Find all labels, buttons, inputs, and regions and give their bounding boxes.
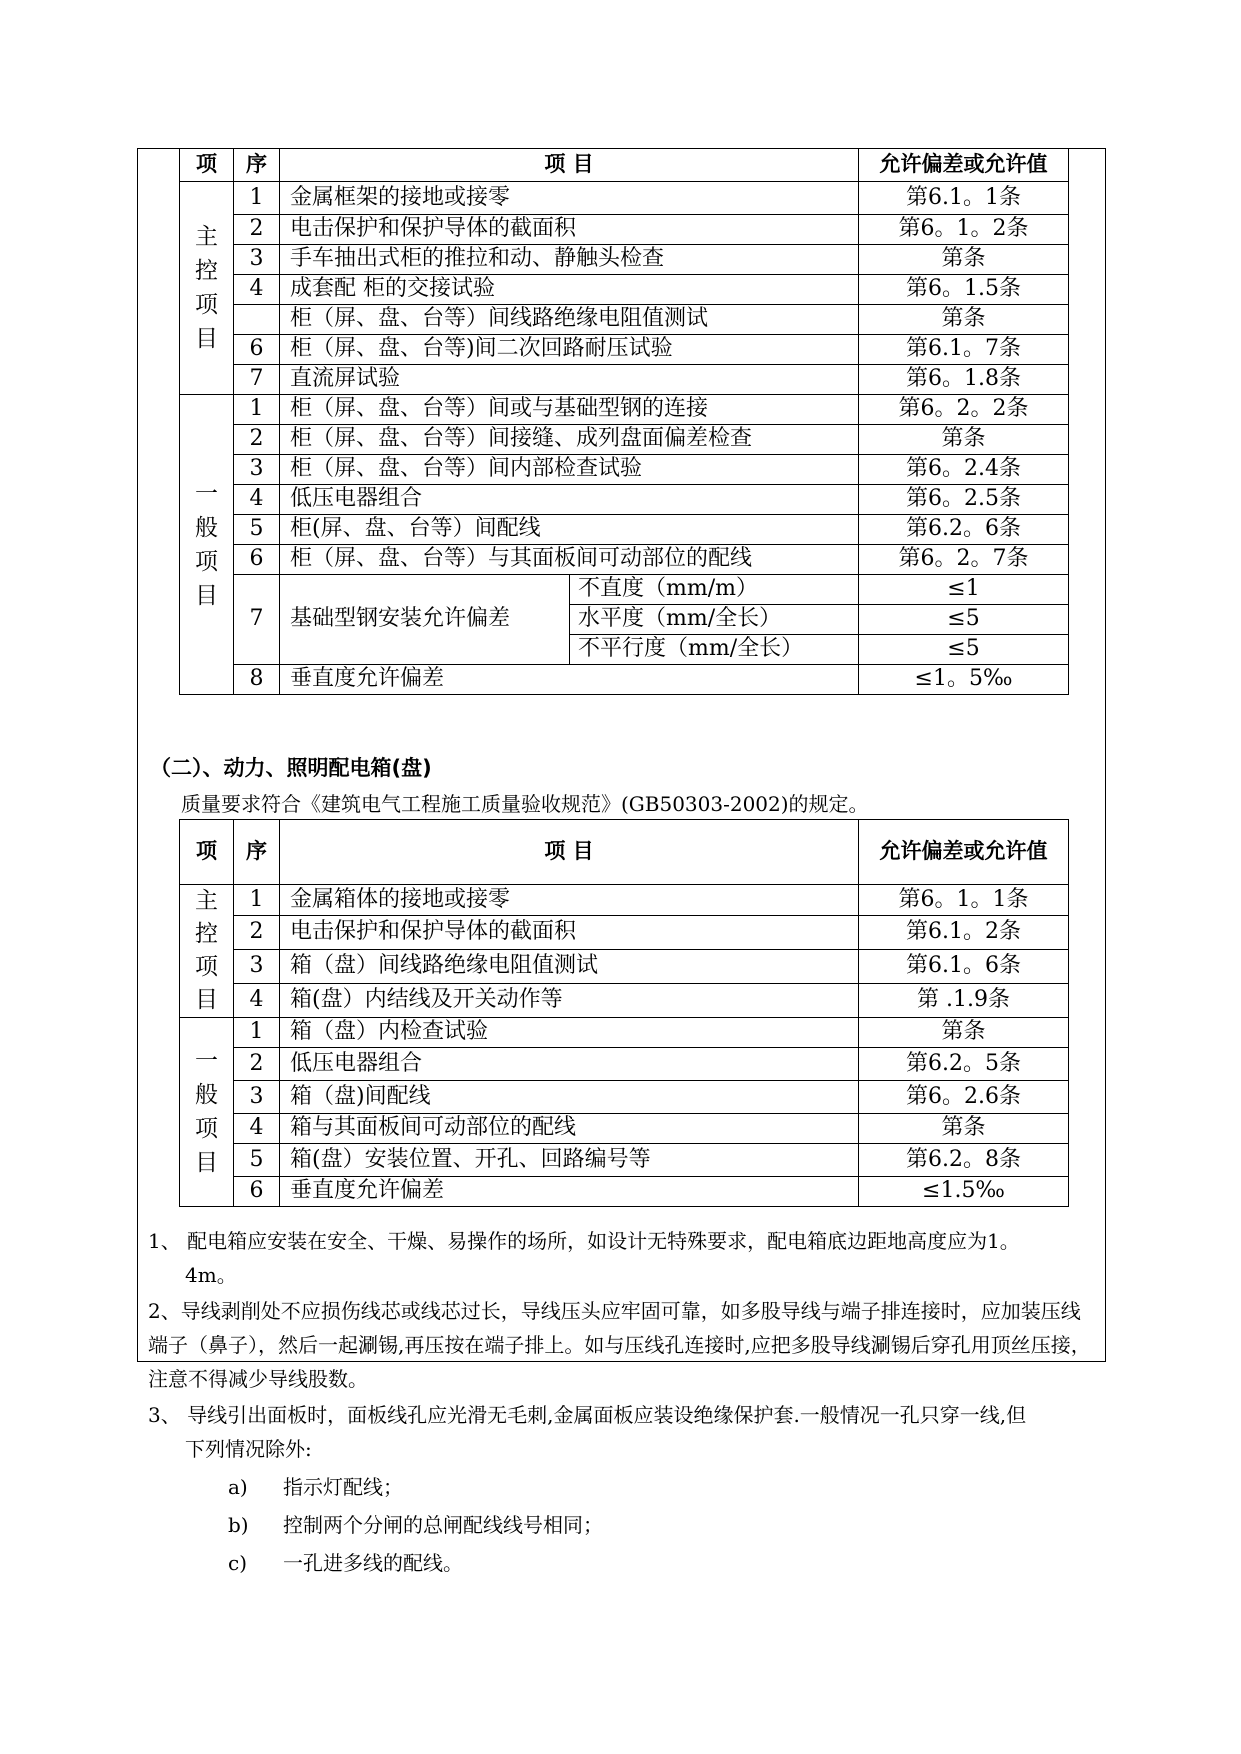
table-row <box>180 182 1069 215</box>
row-number: 6 <box>234 545 280 575</box>
row-value: 第6.2。5条 <box>859 1048 1069 1081</box>
table-row <box>180 1048 1069 1081</box>
row-value: 第6.2。8条 <box>859 1144 1069 1177</box>
row-item: 低压电器组合 <box>280 1048 859 1081</box>
row-value: ≤5 <box>859 635 1069 665</box>
row-number: 7 <box>234 365 280 395</box>
row-value: 第6.1。6条 <box>859 949 1069 983</box>
switchgear-quality-table <box>179 148 1069 695</box>
row-number: 1 <box>234 1018 280 1048</box>
row-item: 柜（屏、盘、台等）间内部检查试验 <box>280 455 859 485</box>
row-value: ≤5 <box>859 605 1069 635</box>
table-row <box>180 245 1069 275</box>
row-item: 柜（屏、盘、台等）间或与基础型钢的连接 <box>280 395 859 425</box>
row-value: 第6.1。1条 <box>859 182 1069 215</box>
row-value: 第6。1.8条 <box>859 365 1069 395</box>
row-item: 箱(盘）内结线及开关动作等 <box>280 983 859 1017</box>
row-item: 低压电器组合 <box>280 485 859 515</box>
general-items-label: 一般项目 <box>180 395 234 695</box>
row-number: 5 <box>234 515 280 545</box>
header-seq: 序 <box>234 149 280 182</box>
row-value: ≤1 <box>859 575 1069 605</box>
row-item: 直流屏试验 <box>280 365 859 395</box>
row-value: 第6.1。2条 <box>859 915 1069 949</box>
row-item: 手车抽出式柜的推拉和动、静触头检查 <box>280 245 859 275</box>
row-value: 第6。2.5条 <box>859 485 1069 515</box>
row-item: 垂直度允许偏差 <box>280 1177 859 1207</box>
row-value: 第条 <box>859 245 1069 275</box>
row-item: 箱与其面板间可动部位的配线 <box>280 1114 859 1144</box>
table-row <box>180 949 1069 983</box>
exception-label: a) <box>228 1475 248 1499</box>
row-item: 柜（屏、盘、台等）与其面板间可动部位的配线 <box>280 545 859 575</box>
exception-label: b) <box>228 1513 249 1537</box>
row-item: 金属框架的接地或接零 <box>280 182 859 215</box>
header-category: 项 <box>180 149 234 182</box>
row-subitem: 不平行度（mm/全长） <box>570 635 859 665</box>
note-3-continuation: 下列情况除外: <box>185 1437 312 1461</box>
row-item: 箱(盘）安装位置、开孔、回路编号等 <box>280 1144 859 1177</box>
row-number: 6 <box>234 335 280 365</box>
row-value: 第条 <box>859 1114 1069 1144</box>
general-items-label: 一般项目 <box>180 1018 234 1207</box>
table-row <box>180 885 1069 916</box>
row-value: 第条 <box>859 1018 1069 1048</box>
table-header-row <box>180 820 1069 885</box>
row-number: 3 <box>234 245 280 275</box>
header-category: 项 <box>180 820 234 885</box>
row-subitem: 不直度（mm/m） <box>570 575 859 605</box>
main-control-label: 主控项目 <box>180 182 234 395</box>
row-item: 成套配 柜的交接试验 <box>280 275 859 305</box>
table-row <box>180 515 1069 545</box>
row-number: 6 <box>234 1177 280 1207</box>
row-item: 柜（屏、盘、台等）间接缝、成列盘面偏差检查 <box>280 425 859 455</box>
note-2: 2、导线剥削处不应损伤线芯或线芯过长，导线压头应牢固可靠，如多股导线与端子排连接时，应加装压线端子（鼻子），然后一起涮锡,再压按在端子排上。如与压线孔连接时,应把多股导线涮锡后穿孔用顶丝压接，注意不得减少导线股数。 <box>148 1299 1091 1391</box>
row-value: 第6。2。2条 <box>859 395 1069 425</box>
note-3 <box>148 1398 1098 1466</box>
row-number: 2 <box>234 1048 280 1081</box>
section-description: 质量要求符合《建筑电气工程施工质量验收规范》(GB50303-2002)的规定。 <box>181 792 869 816</box>
table-row <box>180 425 1069 455</box>
table-row <box>180 305 1069 335</box>
exception-text: 控制两个分闸的总闸配线线号相同； <box>283 1513 603 1537</box>
row-number <box>234 305 280 335</box>
table-row <box>180 1114 1069 1144</box>
exception-text: 指示灯配线； <box>283 1475 403 1499</box>
row-subitem: 水平度（mm/全长） <box>570 605 859 635</box>
row-number: 3 <box>234 1081 280 1114</box>
table-row <box>180 1177 1069 1207</box>
main-control-label: 主控项目 <box>180 885 234 1018</box>
row-item: 垂直度允许偏差 <box>280 665 859 695</box>
row-item: 电击保护和保护导体的截面积 <box>280 215 859 245</box>
note-3-text: 3、 导线引出面板时，面板线孔应光滑无毛刺,金属面板应装设绝缘保护套.一般情况一孔只穿一线,但 <box>148 1403 1027 1427</box>
row-item: 箱（盘）间线路绝缘电阻值测试 <box>280 949 859 983</box>
table-row <box>180 1081 1069 1114</box>
row-value: 第 .1.9条 <box>859 983 1069 1017</box>
exception-item-c <box>148 1546 1098 1580</box>
exception-label: c) <box>228 1551 248 1575</box>
table-row <box>180 275 1069 305</box>
exception-text: 一孔进多线的配线。 <box>283 1551 463 1575</box>
table-row <box>180 1144 1069 1177</box>
row-number: 3 <box>234 949 280 983</box>
header-seq: 序 <box>234 820 280 885</box>
header-item: 项 目 <box>280 149 859 182</box>
row-value: 第6。2.6条 <box>859 1081 1069 1114</box>
table-row <box>180 983 1069 1017</box>
row-value: 第条 <box>859 425 1069 455</box>
row-item: 金属箱体的接地或接零 <box>280 885 859 916</box>
row-number: 5 <box>234 1144 280 1177</box>
row-item: 柜（屏、盘、台等）间线路绝缘电阻值测试 <box>280 305 859 335</box>
exception-item-b <box>148 1508 1098 1542</box>
table-row <box>180 575 1069 605</box>
row-number: 7 <box>234 575 280 665</box>
row-value: 第6.2。6条 <box>859 515 1069 545</box>
row-value: 第6.1。7条 <box>859 335 1069 365</box>
table-row <box>180 215 1069 245</box>
note-1-continuation: 4m。 <box>185 1263 237 1287</box>
header-allowance: 允许偏差或允许值 <box>859 149 1069 182</box>
notes-section <box>148 1224 1098 1580</box>
row-value: 第6。1.5条 <box>859 275 1069 305</box>
table-row <box>180 545 1069 575</box>
table-row <box>180 395 1069 425</box>
row-item: 柜(屏、盘、台等）间配线 <box>280 515 859 545</box>
table-row <box>180 365 1069 395</box>
row-value: 第6。2。7条 <box>859 545 1069 575</box>
row-value: 第6。2.4条 <box>859 455 1069 485</box>
note-1 <box>148 1224 1098 1292</box>
row-item: 柜（屏、盘、台等)间二次回路耐压试验 <box>280 335 859 365</box>
table-row <box>180 335 1069 365</box>
section-title: （二）、动力、照明配电箱(盘) <box>150 756 432 780</box>
table-header-row <box>180 149 1069 182</box>
row-item: 箱（盘)间配线 <box>280 1081 859 1114</box>
row-number: 4 <box>234 983 280 1017</box>
row-number: 1 <box>234 182 280 215</box>
row-item: 电击保护和保护导体的截面积 <box>280 915 859 949</box>
table-row <box>180 1018 1069 1048</box>
row-item: 箱（盘）内检查试验 <box>280 1018 859 1048</box>
row-number: 4 <box>234 275 280 305</box>
row-value: 第6。1。2条 <box>859 215 1069 245</box>
table-row <box>180 665 1069 695</box>
distribution-box-quality-table <box>179 819 1069 1207</box>
row-number: 3 <box>234 455 280 485</box>
table-row <box>180 455 1069 485</box>
row-number: 1 <box>234 395 280 425</box>
row-number: 2 <box>234 215 280 245</box>
row-item: 基础型钢安装允许偏差 <box>280 575 570 665</box>
row-value: 第条 <box>859 305 1069 335</box>
row-value: ≤1。5‰ <box>859 665 1069 695</box>
row-value: 第6。1。1条 <box>859 885 1069 916</box>
row-number: 4 <box>234 485 280 515</box>
table-row <box>180 915 1069 949</box>
row-value: ≤1.5‰ <box>859 1177 1069 1207</box>
row-number: 2 <box>234 425 280 455</box>
table-row <box>180 485 1069 515</box>
row-number: 4 <box>234 1114 280 1144</box>
header-allowance: 允许偏差或允许值 <box>859 820 1069 885</box>
note-1-text: 1、 配电箱应安装在安全、干燥、易操作的场所，如设计无特殊要求，配电箱底边距地高度应为1。 <box>148 1229 1020 1253</box>
exception-item-a <box>148 1470 1098 1504</box>
row-number: 1 <box>234 885 280 916</box>
header-item: 项 目 <box>280 820 859 885</box>
row-number: 8 <box>234 665 280 695</box>
row-number: 2 <box>234 915 280 949</box>
